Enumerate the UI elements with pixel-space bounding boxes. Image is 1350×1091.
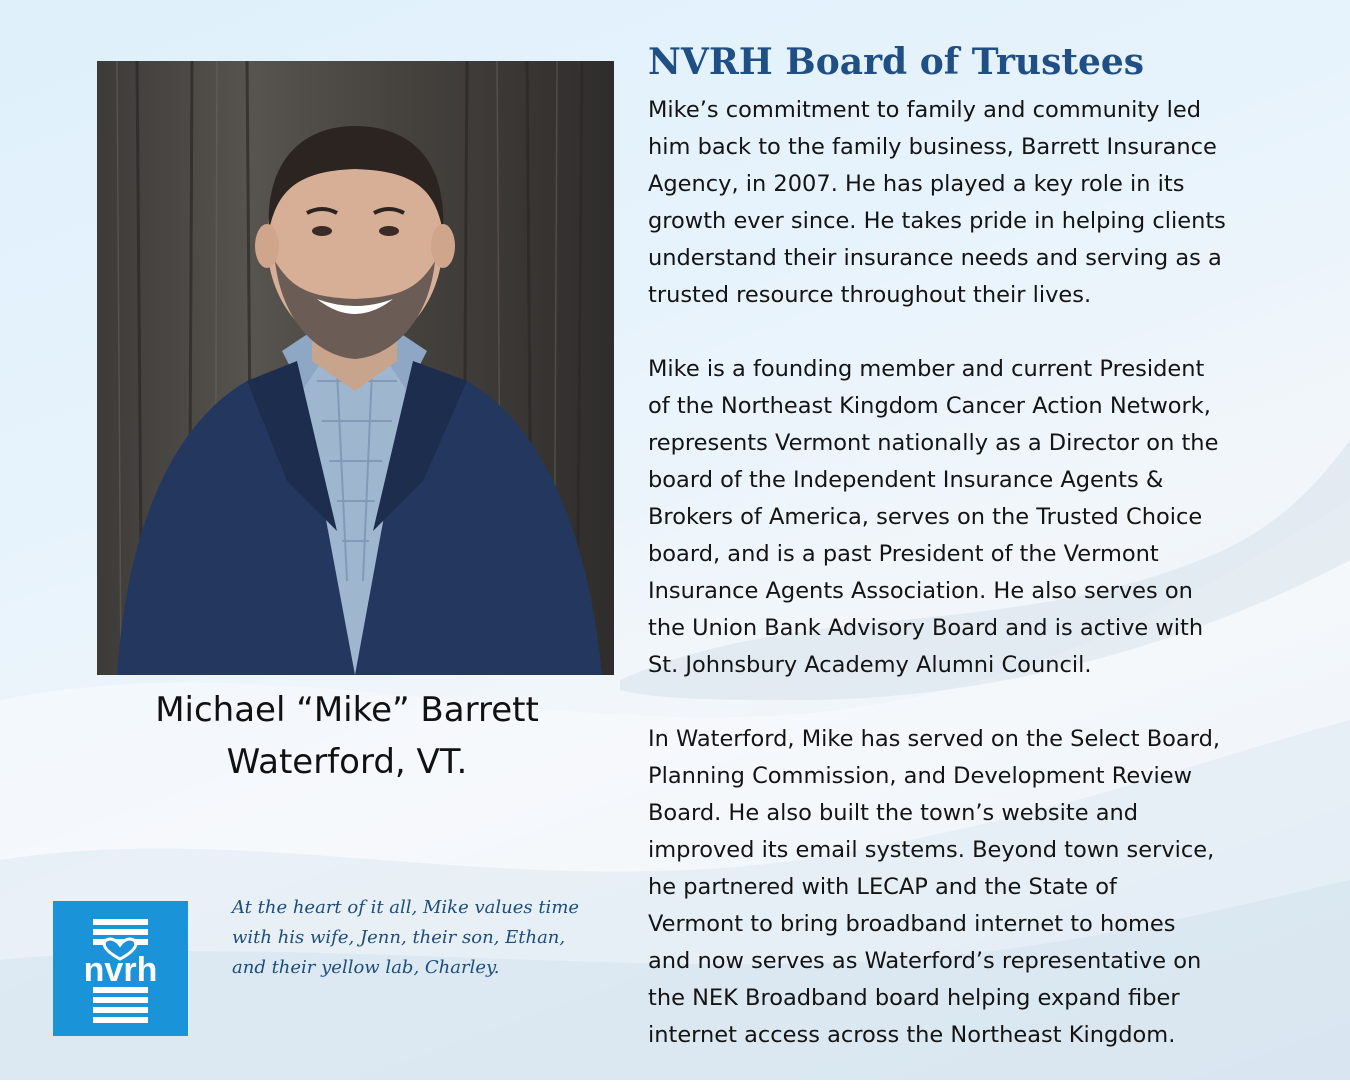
biography: [648, 92, 1338, 1091]
bio-line: growth ever since. He takes pride in helping clients: [648, 208, 1226, 234]
bio-line: Planning Commission, and Development Review: [648, 763, 1193, 789]
bio-line: the Union Bank Advisory Board and is active with: [648, 615, 1204, 641]
bio-line: Brokers of America, serves on the Trusted Choice: [648, 504, 1203, 530]
family-quote: [232, 893, 612, 983]
bio-line: Insurance Agents Association. He also serves on: [648, 578, 1193, 604]
bio-line: Mike’s commitment to family and community led: [648, 97, 1202, 123]
bio-line: Vermont to bring broadband internet to homes: [648, 911, 1176, 937]
nvrh-logo: [53, 901, 188, 1036]
bio-paragraph-community: [648, 721, 1338, 1054]
portrait-illustration: [97, 61, 614, 675]
bio-line: improved its email systems. Beyond town service,: [648, 837, 1215, 863]
bio-line: board, and is a past President of the Vermont: [648, 541, 1159, 567]
trustee-caption: [97, 684, 597, 788]
page-title: NVRH Board of Trustees: [648, 41, 1145, 83]
quote-line: At the heart of it all, Mike values time: [232, 897, 580, 918]
bio-line: him back to the family business, Barrett Insurance: [648, 134, 1217, 160]
bio-line: internet access across the Northeast Kingdom.: [648, 1022, 1176, 1048]
bio-line: Board. He also built the town’s website and: [648, 800, 1139, 826]
quote-line: and their yellow lab, Charley.: [232, 957, 500, 978]
nvrh-heart-cross-logo: [53, 901, 188, 1036]
bio-line: St. Johnsbury Academy Alumni Council.: [648, 652, 1092, 678]
bio-line: Agency, in 2007. He has played a key role in its: [648, 171, 1185, 197]
bio-line: board of the Independent Insurance Agents &: [648, 467, 1164, 493]
trustee-location: Waterford, VT.: [226, 742, 468, 782]
logo-text: nvrh: [83, 951, 158, 989]
bio-line: understand their insurance needs and serving as a: [648, 245, 1222, 271]
bio-line: the NEK Broadband board helping expand fiber: [648, 985, 1180, 1011]
bio-paragraph-affiliations: [648, 351, 1338, 684]
bio-line: he partnered with LECAP and the State of: [648, 874, 1117, 900]
portrait-photo: [97, 61, 614, 675]
bio-line: and now serves as Waterford’s representative on: [648, 948, 1202, 974]
bio-line: of the Northeast Kingdom Cancer Action Network,: [648, 393, 1211, 419]
bio-line: trusted resource throughout their lives.: [648, 282, 1092, 308]
bio-paragraph-career: [648, 92, 1338, 314]
bio-line: represents Vermont nationally as a Director on the: [648, 430, 1219, 456]
bio-line: In Waterford, Mike has served on the Select Board,: [648, 726, 1221, 752]
trustee-name: Michael “Mike” Barrett: [155, 690, 539, 730]
quote-line: with his wife, Jenn, their son, Ethan,: [232, 927, 566, 948]
bio-line: Mike is a founding member and current President: [648, 356, 1205, 382]
